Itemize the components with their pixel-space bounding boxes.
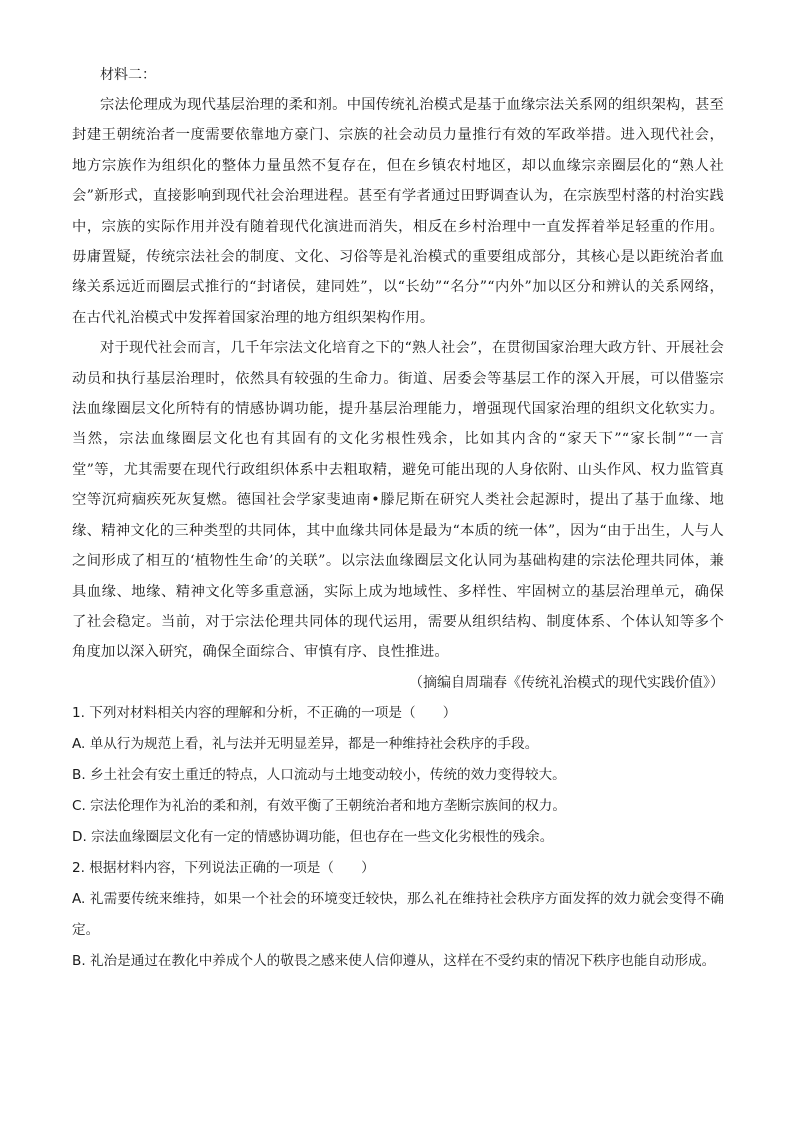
question-2-stem: 2. 根据材料内容，下列说法正确的一项是（ ） bbox=[72, 859, 375, 876]
material-heading: 材料二： bbox=[100, 67, 156, 83]
material-source: （摘编自周瑞春《传统礼治模式的现代实践价值》） bbox=[409, 674, 724, 691]
question-1-option-d: D. 宗法血缘圈层文化有一定的情感协调功能，但也存在一些文化劣根性的残余。 bbox=[72, 828, 554, 845]
question-1-option-a: A. 单从行为规范上看，礼与法并无明显差异，都是一种维持社会秩序的手段。 bbox=[72, 735, 539, 752]
question-2-option-a: A. 礼需要传统来维持，如果一个社会的环境变迁较快，那么礼在维持社会秩序方面发挥的效力就会变得不确定。 bbox=[72, 890, 724, 938]
question-1-stem: 1. 下列对材料相关内容的理解和分析，不正确的一项是（ ） bbox=[72, 704, 457, 721]
question-2-option-b: B. 礼治是通过在教化中养成个人的敬畏之感来使人信仰遵从，这样在不受约束的情况下秩序也能自动形成。 bbox=[72, 952, 716, 969]
material-paragraph-1: 宗法伦理成为现代基层治理的柔和剂。中国传统礼治模式是基于血缘宗法关系网的组织架构，甚至封建王朝统治者一度需要依靠地方豪门、宗族的社会动员力量推行有效的军政举措。进入现代社会，地方宗族作为组织化的整体力量虽然不复存在，但在乡镇农村地区，却以血缘宗亲圈层化的“熟人社会”新形式，直接影响到现代社会治理进程。甚至有学者通过田野调查认为，在宗族型村落的村治实践中，宗族的实际作用并没有随着现代化演进而消失，相反在乡村治理中一直发挥着举足轻重的作用。毋庸置疑，传统宗法社会的制度、文化、习俗等是礼治模式的重要组成部分，其核心是以距统治者血缘关系远近而圈层式推行的“封诸侯，建同姓”，以“长幼”“名分”“内外”加以区分和辨认的关系网络，在古代礼治模式中发挥着国家治理的地方组织架构作用。 bbox=[72, 97, 724, 326]
document-page bbox=[72, 60, 724, 977]
material-paragraph-2: 对于现代社会而言，几千年宗法文化培育之下的“熟人社会”，在贯彻国家治理大政方针、开展社会动员和执行基层治理时，依然具有较强的生命力。街道、居委会等基层工作的深入开展，可以借鉴宗法血缘圈层文化所特有的情感协调功能，提升基层治理能力，增强现代国家治理的组织文化软实力。当然，宗法血缘圈层文化也有其固有的文化劣根性残余，比如其内含的“家天下”“家长制”“一言堂”等，尤其需要在现代行政组织体系中去粗取精，避免可能出现的人身依附、山头作风、权力监管真空等沉疴痼疾死灰复燃。德国社会学家斐迪南•滕尼斯在研究人类社会起源时，提出了基于血缘、地缘、精神文化的三种类型的共同体，其中血缘共同体是最为“本质的统一体”，因为“由于出生，人与人之间形成了相互的‘植物性生命’的关联”。以宗法血缘圈层文化认同为基础构建的宗法伦理共同体，兼具血缘、地缘、精神文化等多重意涵，实际上成为地域性、多样性、牢固树立的基层治理单元，确保了社会稳定。当前，对于宗法伦理共同体的现代运用，需要从组织结构、制度体系、个体认知等多个角度加以深入研究，确保全面综合、审慎有序、良性推进。 bbox=[72, 340, 724, 661]
question-1-option-c: C. 宗法伦理作为礼治的柔和剂，有效平衡了王朝统治者和地方垄断宗族间的权力。 bbox=[72, 797, 566, 814]
question-1-option-b: B. 乡土社会有安土重迁的特点，人口流动与土地变动较小，传统的效力变得较大。 bbox=[72, 766, 566, 783]
